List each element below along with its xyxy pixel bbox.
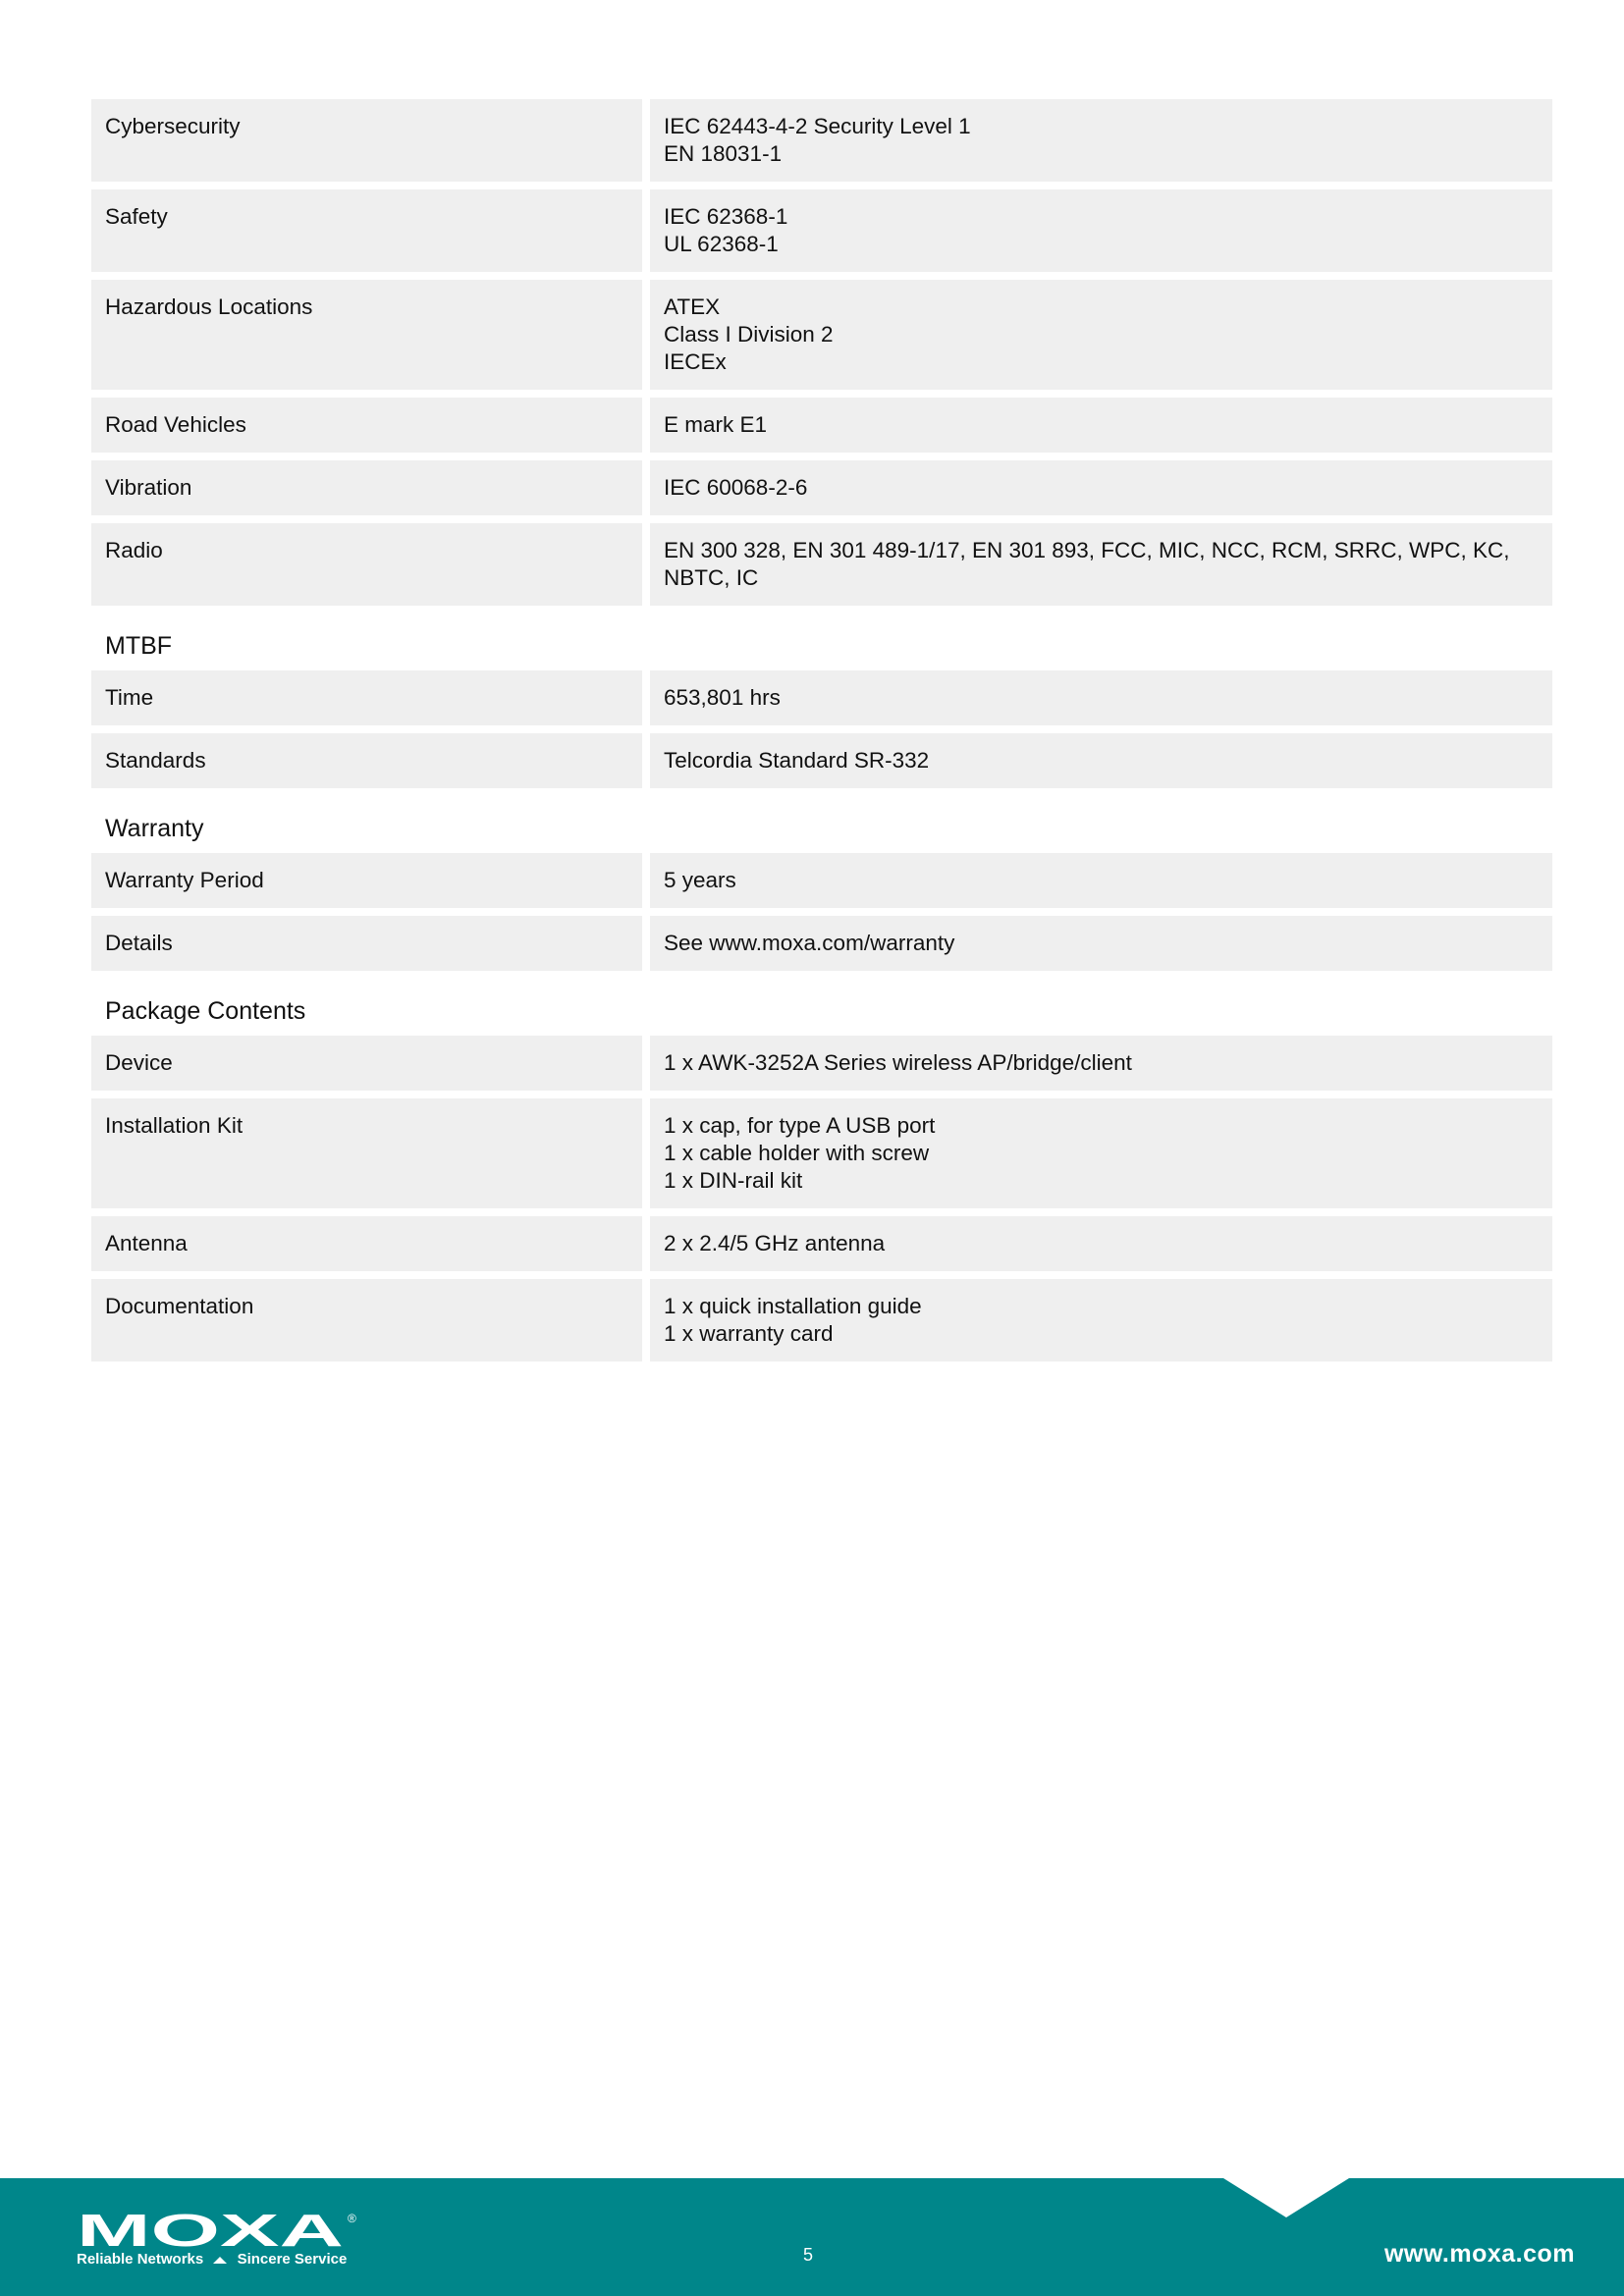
table-row (91, 1098, 1552, 1208)
tagline-left: Reliable Networks (77, 2251, 204, 2268)
row-label: Antenna (91, 1216, 642, 1271)
table-row (91, 99, 1552, 182)
table-row (91, 280, 1552, 390)
spec-tables (91, 99, 1552, 1369)
row-label: Installation Kit (91, 1098, 642, 1208)
row-label: Standards (91, 733, 642, 788)
page-number: 5 (803, 2245, 814, 2265)
table-row (91, 916, 1552, 971)
table-row (91, 853, 1552, 908)
section-heading: MTBF (105, 632, 173, 660)
row-label: Warranty Period (91, 853, 642, 908)
row-value: Telcordia Standard SR-332 (650, 733, 1552, 788)
row-value: 1 x cap, for type A USB port 1 x cable holder with screw 1 x DIN-rail kit (650, 1098, 1552, 1208)
row-label: Vibration (91, 460, 642, 515)
row-value: 2 x 2.4/5 GHz antenna (650, 1216, 1552, 1271)
table-row (91, 523, 1552, 606)
table-row (91, 670, 1552, 725)
row-value: 653,801 hrs (650, 670, 1552, 725)
registered-mark: ® (348, 2212, 356, 2225)
row-value: EN 300 328, EN 301 489-1/17, EN 301 893, FCC, MIC, NCC, RCM, SRRC, WPC, KC, NBTC, IC (650, 523, 1552, 606)
row-value: IEC 60068-2-6 (650, 460, 1552, 515)
table-row (91, 398, 1552, 453)
row-label: Hazardous Locations (91, 280, 642, 390)
row-value: 5 years (650, 853, 1552, 908)
row-label: Device (91, 1036, 642, 1091)
row-label: Safety (91, 189, 642, 272)
table-row (91, 1279, 1552, 1362)
row-label: Road Vehicles (91, 398, 642, 453)
table-row (91, 1216, 1552, 1271)
table-row (91, 460, 1552, 515)
row-label: Details (91, 916, 642, 971)
table-row (91, 1036, 1552, 1091)
row-value: 1 x AWK-3252A Series wireless AP/bridge/client (650, 1036, 1552, 1091)
mountain-icon (213, 2251, 227, 2268)
tagline (77, 2251, 347, 2268)
row-label: Radio (91, 523, 642, 606)
tagline-right: Sincere Service (237, 2251, 348, 2268)
logo-text: MOXA (77, 2211, 344, 2250)
row-value: IEC 62368-1 UL 62368-1 (650, 189, 1552, 272)
table-row (91, 733, 1552, 788)
row-value: ATEX Class I Division 2 IECEx (650, 280, 1552, 390)
footer-notch (1223, 2178, 1349, 2217)
section-heading: Warranty (105, 815, 204, 842)
website-link[interactable]: www.moxa.com (1383, 2240, 1575, 2268)
moxa-logo (77, 2211, 361, 2250)
row-value: See www.moxa.com/warranty (650, 916, 1552, 971)
section-heading: Package Contents (105, 997, 306, 1025)
row-label: Time (91, 670, 642, 725)
row-value: E mark E1 (650, 398, 1552, 453)
row-label: Documentation (91, 1279, 642, 1362)
row-value: IEC 62443-4-2 Security Level 1 EN 18031-1 (650, 99, 1552, 182)
row-label: Cybersecurity (91, 99, 642, 182)
table-row (91, 189, 1552, 272)
row-value: 1 x quick installation guide 1 x warranty card (650, 1279, 1552, 1362)
